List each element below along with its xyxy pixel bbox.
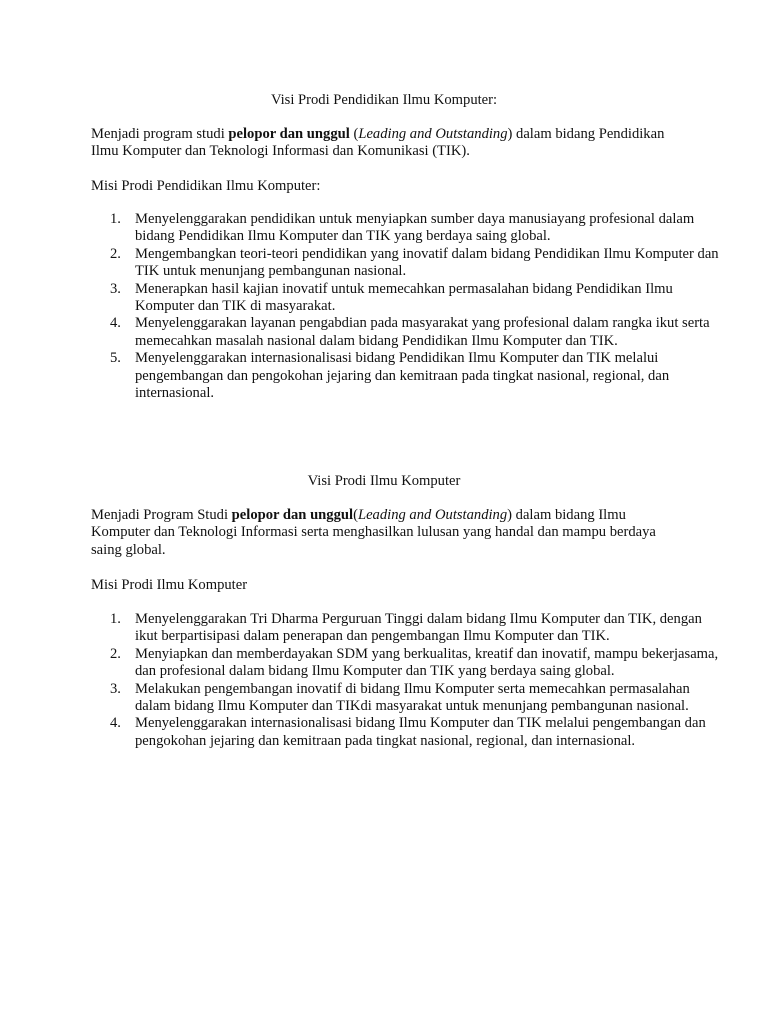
mission-list-ilkom (91, 611, 725, 750)
list-text: Menyelenggarakan layanan pengabdian pada masyarakat yang profesional dalam rangka ikut serta memecahkan masalah nasional dalam bidang Pendidikan Ilmu Komputer dan TIK. (135, 315, 710, 349)
vision-text-mid: ( (349, 126, 359, 142)
list-item (110, 211, 725, 246)
list-text: Menyelenggarakan Tri Dharma Perguruan Tinggi dalam bidang Ilmu Komputer dan TIK, dengan ikut berpartisipasi dalam penerapan dan pengembangan Ilmu Komputer dan TIK. (135, 611, 702, 645)
vision-text-bold: pelopor dan unggul (231, 507, 354, 523)
list-text: Menyelenggarakan pendidikan untuk menyiapkan sumber daya manusiayang profesional dalam bidang Pendidikan Ilmu Komputer dan TIK yang berdaya saing global. (135, 211, 695, 245)
list-number: 1. (110, 611, 121, 627)
vision-text-mid: ( (353, 507, 358, 523)
list-number: 4. (110, 715, 121, 732)
vision-text-post: ) dalam bidang Ilmu Komputer dan Teknologi Informasi serta menghasilkan lulusan yang handal dan mampu berdaya saing global. (91, 507, 656, 558)
list-item (110, 280, 725, 316)
list-number: 3. (110, 680, 121, 697)
list-text: Melakukan pengembangan inovatif di bidang Ilmu Komputer serta memecahkan permasalahan dalam bidang Ilmu Komputer dan TIKdi masyarakat untuk menunjang pembangunan nasional. (135, 680, 690, 715)
list-text: Menyelenggarakan internasionalisasi bidang Pendidikan Ilmu Komputer dan TIK melalui pengembangan dan pengokohan jejaring dan kemitraan pada tingkat nasional, regional, dan internasional. (135, 350, 670, 402)
vision-text-italic: Leading and Outstanding (357, 507, 508, 523)
list-item (110, 245, 725, 281)
list-item (110, 645, 725, 681)
mission-title-ilkom: Misi Prodi Ilmu Komputer (91, 577, 248, 593)
list-number: 2. (110, 245, 121, 262)
list-item (110, 715, 725, 750)
mission-title-pendidikan: Misi Prodi Pendidikan Ilmu Komputer: (91, 178, 321, 194)
vision-title-ilkom: Visi Prodi Ilmu Komputer (307, 473, 461, 489)
vision-text-pre: Menjadi Program Studi (91, 507, 232, 523)
list-number: 2. (110, 645, 121, 662)
list-text: Mengembangkan teori-teori pendidikan yang inovatif dalam bidang Pendidikan Ilmu Komputer dan TIK untuk menunjang pembangunan nasional. (135, 245, 719, 280)
list-number: 1. (110, 211, 121, 227)
list-item (110, 350, 725, 402)
vision-text-pre: Menjadi program studi (91, 126, 229, 142)
list-text: Menerapkan hasil kajian inovatif untuk memecahkan permasalahan bidang Pendidikan Ilmu Komputer dan TIK di masyarakat. (135, 280, 673, 315)
list-item (110, 315, 725, 350)
list-text: Menyiapkan dan memberdayakan SDM yang berkualitas, kreatif dan inovatif, mampu bekerjasama, dan profesional dalam bidang Ilmu Komputer dan TIK yang berdaya saing global. (135, 645, 719, 680)
vision-statement-ilkom (91, 507, 681, 559)
list-item (110, 611, 725, 646)
list-number: 3. (110, 280, 121, 297)
vision-text-bold: pelopor dan unggul (228, 126, 350, 142)
list-item (110, 680, 725, 716)
vision-text-italic: Leading and Outstanding (358, 126, 508, 142)
list-number: 4. (110, 315, 121, 332)
vision-statement-pendidikan (91, 126, 681, 161)
vision-text-post: ) dalam bidang Pendidikan Ilmu Komputer dan Teknologi Informasi dan Komunikasi (TIK). (91, 126, 665, 160)
mission-list-pendidikan (91, 211, 725, 402)
list-text: Menyelenggarakan internasionalisasi bidang Ilmu Komputer dan TIK melalui pengembangan dan pengokohan jejaring dan kemitraan pada tingkat nasional, regional, dan internasional. (135, 715, 706, 749)
vision-title-pendidikan: Visi Prodi Pendidikan Ilmu Komputer: (270, 92, 498, 108)
list-number: 5. (110, 350, 121, 367)
